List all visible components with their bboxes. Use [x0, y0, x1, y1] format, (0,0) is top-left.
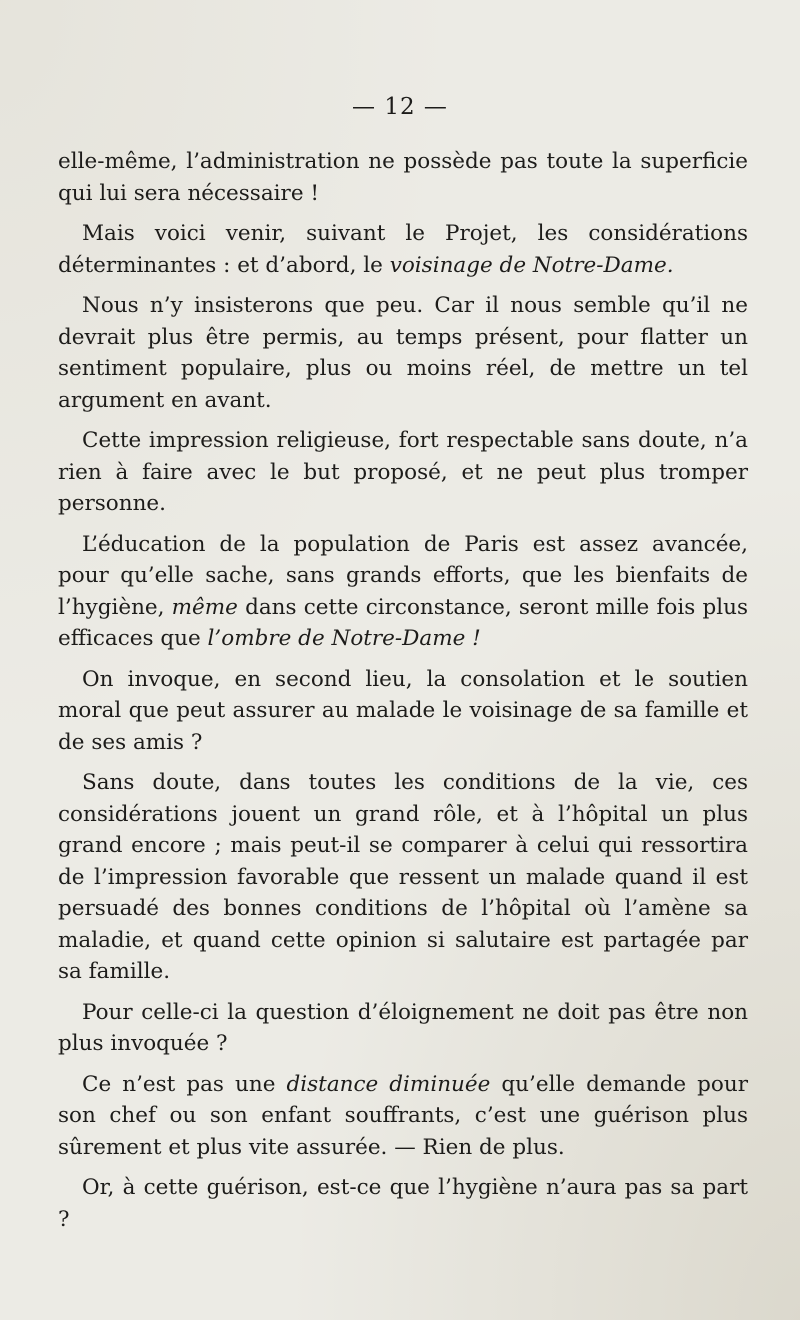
paragraph — [58, 529, 748, 655]
text-run: elle-même, l’administration ne possède pas toute la superficie qui lui sera nécessaire ! — [58, 149, 748, 206]
text-run: Ce n’est pas une — [82, 1071, 287, 1097]
paragraph — [58, 767, 748, 988]
text-run: Sans doute, dans toutes les conditions de la vie, ces considérations jouent un grand rôle, et à l’hôpital un plus grand encore ; mais peut-il se comparer à celui qui ressortira de l’impression favorable que ressent un malade quand il est persuadé des bonnes conditions de l’hôpital où l’amène sa maladie, et quand cette opinion si salutaire est partagée par sa famille. — [58, 770, 748, 984]
italic-text: même — [171, 594, 238, 620]
text-run: Or, à cette guérison, est-ce que l’hygiène n’aura pas sa part ? — [58, 1175, 748, 1232]
italic-text: voisinage de Notre-Dame. — [389, 252, 674, 278]
text-run: Mais voici venir, suivant le Projet, les considérations déterminantes : et d’abord, le — [58, 221, 748, 278]
paragraph — [58, 664, 748, 759]
text-run: On invoque, en second lieu, la consolation et le soutien moral que peut assurer au malade le voisinage de sa famille et de ses amis ? — [58, 666, 748, 755]
text-run: qu’elle demande pour son chef ou son enfant souffrants, c’est une guérison plus sûrement et plus vite assurée. — Rien de plus. — [58, 1071, 748, 1160]
text-run: Cette impression religieuse, fort respectable sans doute, n’a rien à faire avec le but proposé, et ne peut plus tromper personne. — [58, 428, 748, 516]
text-run: Nous n’y insisterons que peu. Car il nous semble qu’il ne devrait plus être permis, au temps présent, pour flatter un sentiment populaire, plus ou moins réel, de mettre un tel argument en avant. — [58, 293, 748, 413]
paragraph — [58, 290, 748, 416]
paragraph — [58, 997, 748, 1060]
text-run: L’éducation de la population de Paris est assez avancée, pour qu’elle sache, sans grands efforts, que les bienfaits de l’hygiène, — [58, 531, 748, 620]
text-run: Pour celle-ci la question d’éloignement ne doit pas être non plus invoquée ? — [58, 999, 748, 1056]
italic-text: l’ombre de Notre-Dame ! — [207, 626, 481, 651]
body-text — [58, 146, 748, 1235]
paragraph — [58, 218, 748, 281]
paragraph — [58, 146, 748, 209]
text-run: dans cette circonstance, seront mille fois plus efficaces que — [58, 594, 748, 651]
paragraph — [58, 1172, 748, 1235]
italic-text: distance diminuée — [286, 1071, 491, 1097]
paragraph — [58, 1069, 748, 1164]
page-number: — 12 — — [352, 94, 448, 120]
paragraph — [58, 425, 748, 520]
